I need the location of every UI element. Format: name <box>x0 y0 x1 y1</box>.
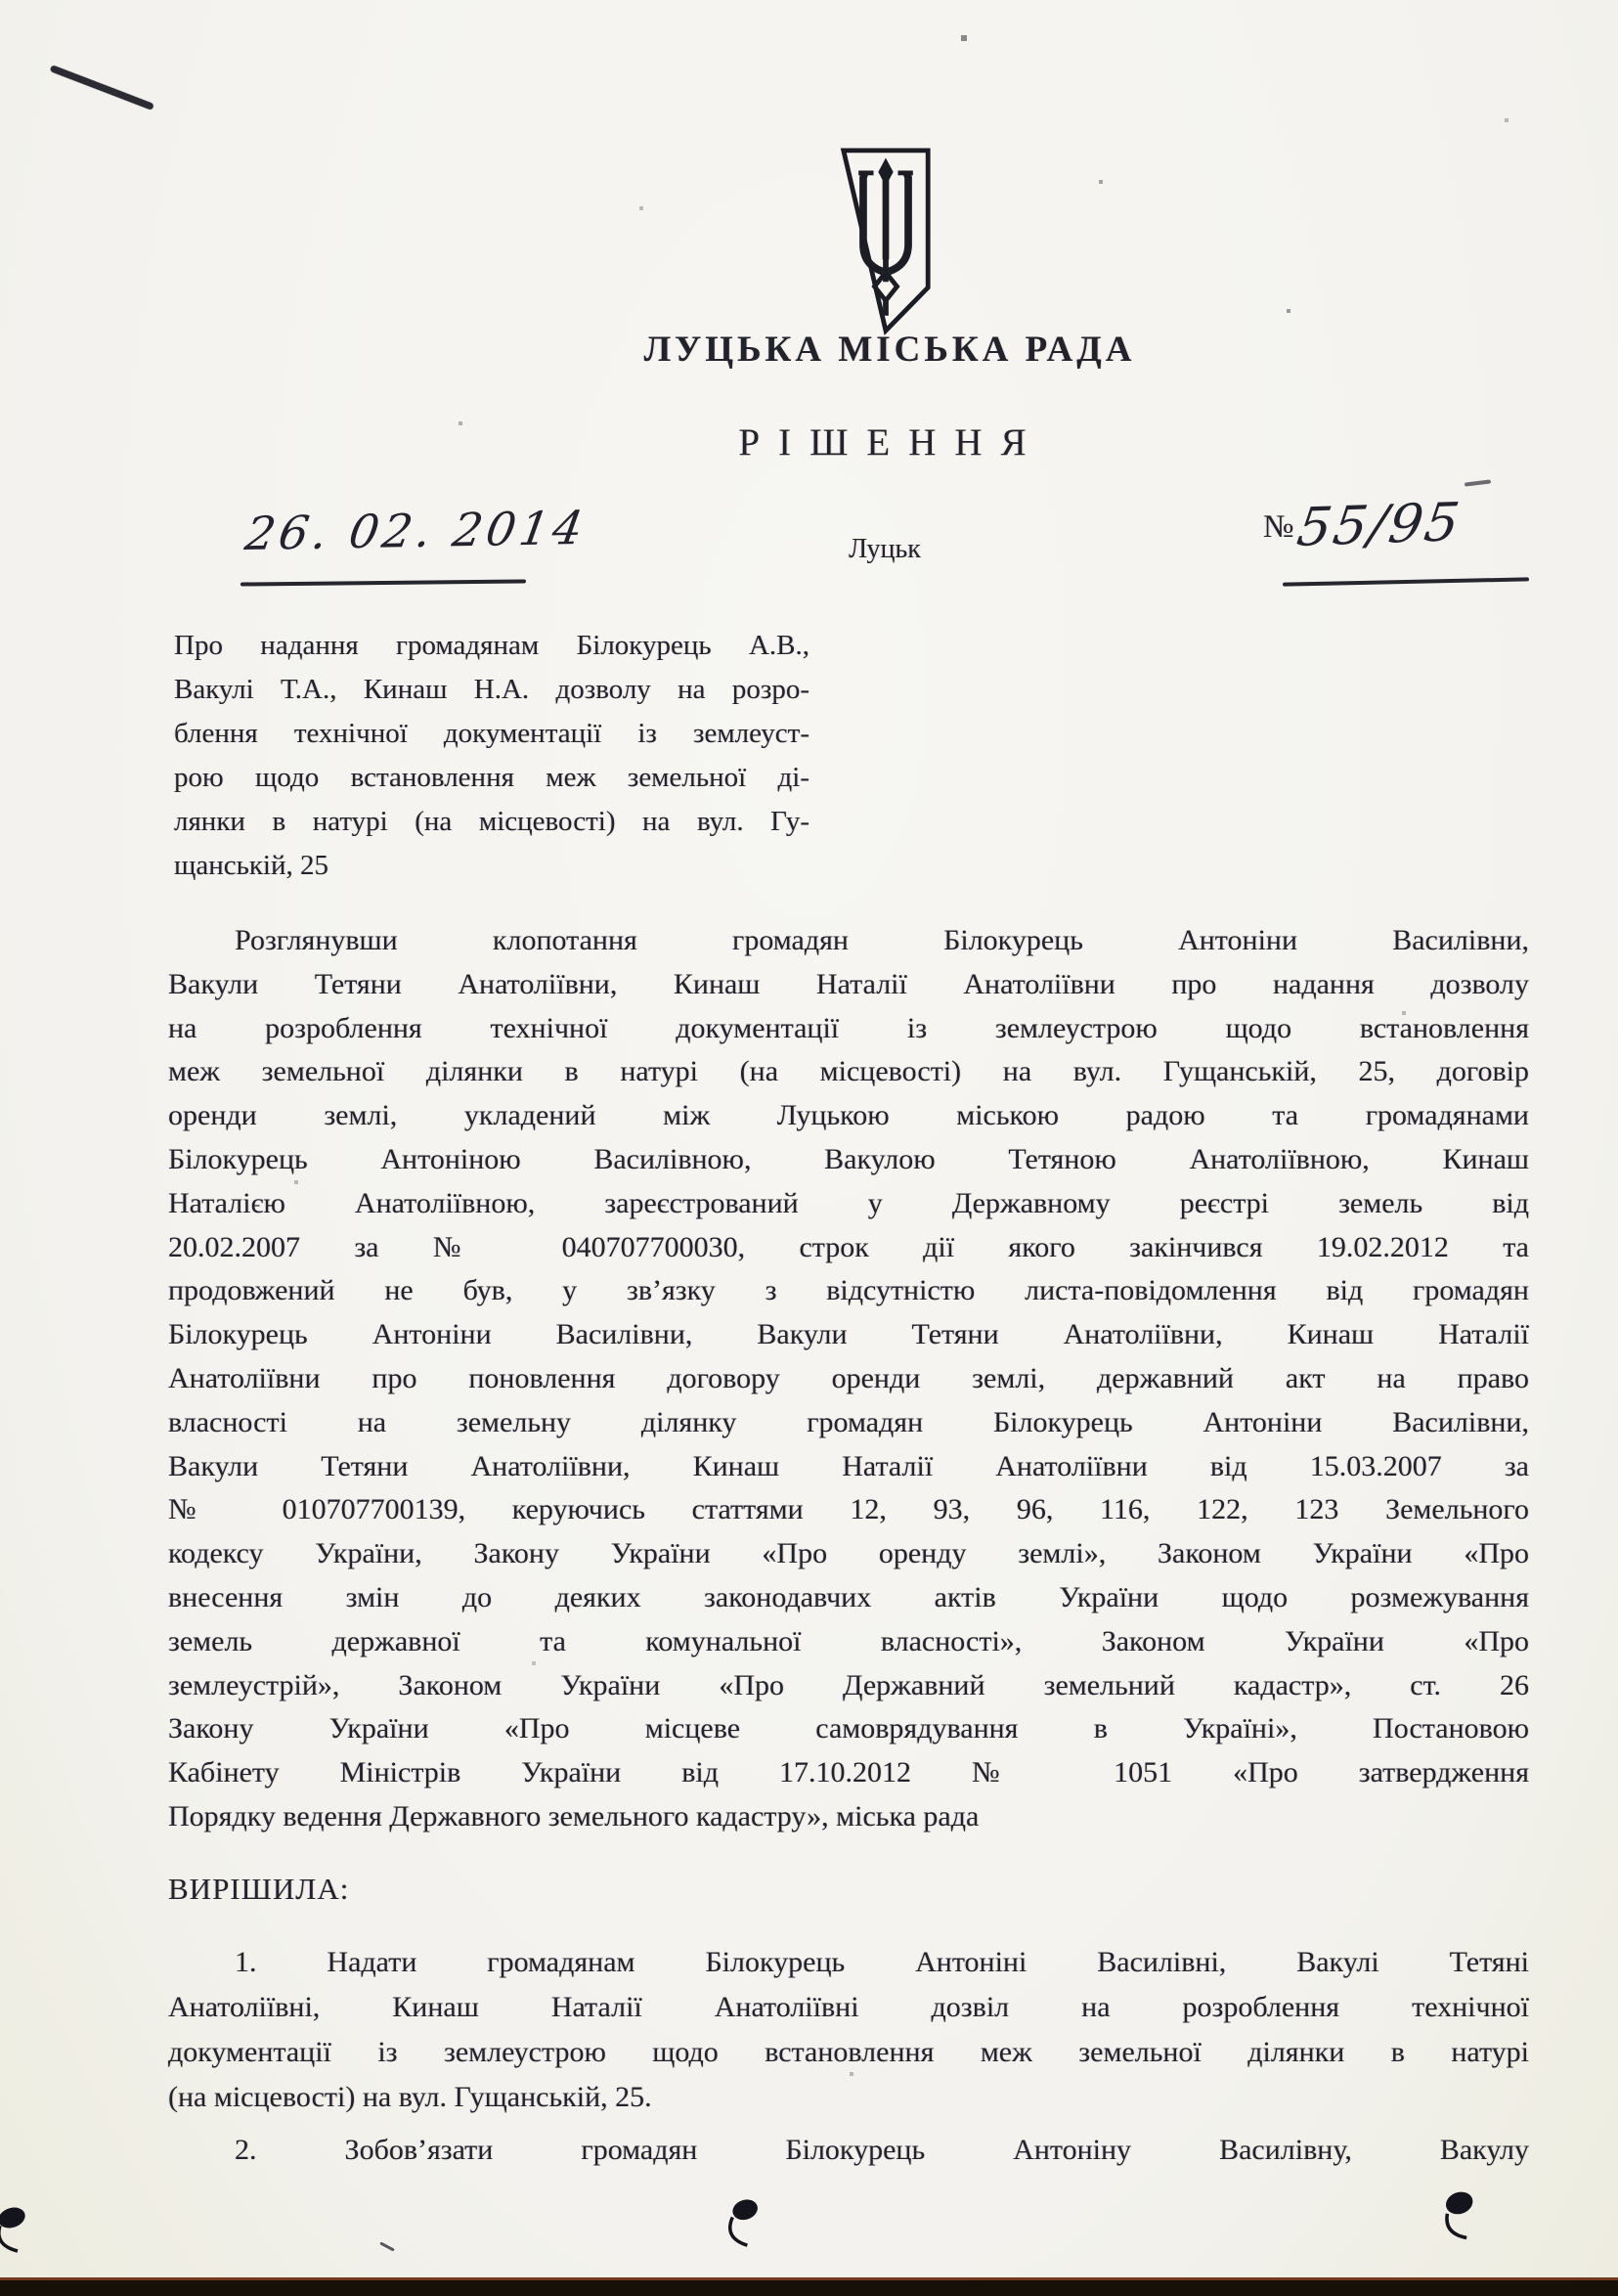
text-line: (на місцевості) на вул. Гущанській, 25. <box>168 2081 652 2113</box>
number-sign: № <box>1263 509 1294 545</box>
text-line: документації із землеустрою щодо встановлення меж земельної ділянки в натурі <box>168 2036 1529 2068</box>
text-line: Порядку ведення Державного земельного кадастру», міська рада <box>168 1799 980 1832</box>
text-line: Анатоліївні, Кинаш Наталії Анатоліївні дозвіл на розроблення технічної <box>168 1991 1529 2023</box>
text-line: Розглянувши клопотання громадян Білокурець Антоніни Василівни, <box>235 924 1529 956</box>
text-line: Про надання громадянам Білокурець А.В., <box>174 630 809 661</box>
ink-smudge <box>1437 2185 1510 2258</box>
body-paragraph <box>168 919 1529 1839</box>
pen-stroke-mark <box>50 65 154 110</box>
text-line: № 010707700139, керуючись статтями 12, 93, 96, 116, 122, 123 Земельного <box>168 1493 1529 1526</box>
text-line: Закону України «Про місцеве самоврядування в Україні», Постановою <box>168 1712 1529 1745</box>
text-line: лянки в натурі (на місцевості) на вул. Гу- <box>174 806 809 837</box>
document-number <box>1263 491 1465 558</box>
resolution-item-1 <box>168 1940 1529 2120</box>
handwritten-date: 26. 02. 2014 <box>241 501 590 562</box>
ink-smudge <box>0 2202 61 2271</box>
resolution-heading: ВИРІШИЛА: <box>168 1872 350 1906</box>
text-line: Білокурець Антоніни Василівни, Вакули Тетяни Анатоліївни, Кинаш Наталії <box>168 1318 1529 1351</box>
ink-smudge <box>719 2193 794 2269</box>
text-line: внесення змін до деяких законодавчих актів України щодо розмежування <box>168 1580 1529 1613</box>
text-line: на розроблення технічної документації із землеустрою щодо встановлення <box>168 1011 1529 1044</box>
text-line: землеустрій», Законом України «Про Державний земельний кадастр», ст. 26 <box>168 1668 1529 1701</box>
text-line: власності на земельну ділянку громадян Білокурець Антоніни Василівни, <box>168 1405 1529 1438</box>
text-line: Білокурець Антоніною Василівною, Вакулою Тетяною Анатоліївною, Кинаш <box>168 1142 1529 1175</box>
text-line: блення технічної документації із землеуст- <box>174 718 809 749</box>
text-line: 2. Зобов’язати громадян Білокурець Антоніну Василівну, Вакулу <box>235 2134 1529 2166</box>
handwritten-number: 55/95 <box>1292 491 1465 558</box>
text-line: 1. Надати громадянам Білокурець Антоніні Василівні, Вакулі Тетяні <box>235 1946 1529 1978</box>
text-line: меж земельної ділянки в натурі (на місцевості) на вул. Гущанській, 25, договір <box>168 1055 1529 1088</box>
scan-edge-strip <box>0 2277 1618 2296</box>
text-line: щанській, 25 <box>174 850 328 881</box>
text-line: рою щодо встановлення меж земельної ді- <box>174 762 809 793</box>
scan-specks <box>0 0 2 2</box>
margin-mark <box>1465 479 1491 486</box>
text-line: оренди землі, укладений між Луцькою міською радою та громадянами <box>168 1099 1529 1132</box>
text-line: Вакулі Т.А., Кинаш Н.А. дозволу на розро- <box>174 674 809 705</box>
text-line: Вакули Тетяни Анатоліївни, Кинаш Наталії Анатоліївни від 15.03.2007 за <box>168 1449 1529 1482</box>
text-line: земель державної та комунальної власності», Законом України «Про <box>168 1624 1529 1657</box>
document-type-heading: РІШЕННЯ <box>738 421 1045 464</box>
date-underline <box>241 579 526 586</box>
city-label: Луцьк <box>849 534 921 564</box>
number-underline <box>1283 577 1529 586</box>
ukraine-trident-emblem <box>839 145 933 336</box>
text-line: Анатоліївни про поновлення договору оренди землі, державний акт на право <box>168 1361 1529 1394</box>
scan-mark <box>379 2241 395 2251</box>
text-line: 20.02.2007 за № 040707700030, строк дії якого закінчився 19.02.2012 та <box>168 1230 1529 1263</box>
text-line: Кабінету Міністрів України від 17.10.2012 № 1051 «Про затвердження <box>168 1756 1529 1789</box>
organization-name: ЛУЦЬКА МІСЬКА РАДА <box>643 330 1136 370</box>
resolution-item-2 <box>168 2128 1529 2173</box>
text-line: Вакули Тетяни Анатоліївни, Кинаш Наталії Анатоліївни про надання дозволу <box>168 967 1529 1000</box>
text-line: продовжений не був, у зв’язку з відсутністю листа-повідомлення від громадян <box>168 1274 1529 1307</box>
text-line: Наталією Анатоліївною, зареєстрований у Державному реєстрі земель від <box>168 1186 1529 1219</box>
subject-block <box>174 624 809 888</box>
text-line: кодексу України, Закону України «Про оренду землі», Законом України «Про <box>168 1537 1529 1570</box>
